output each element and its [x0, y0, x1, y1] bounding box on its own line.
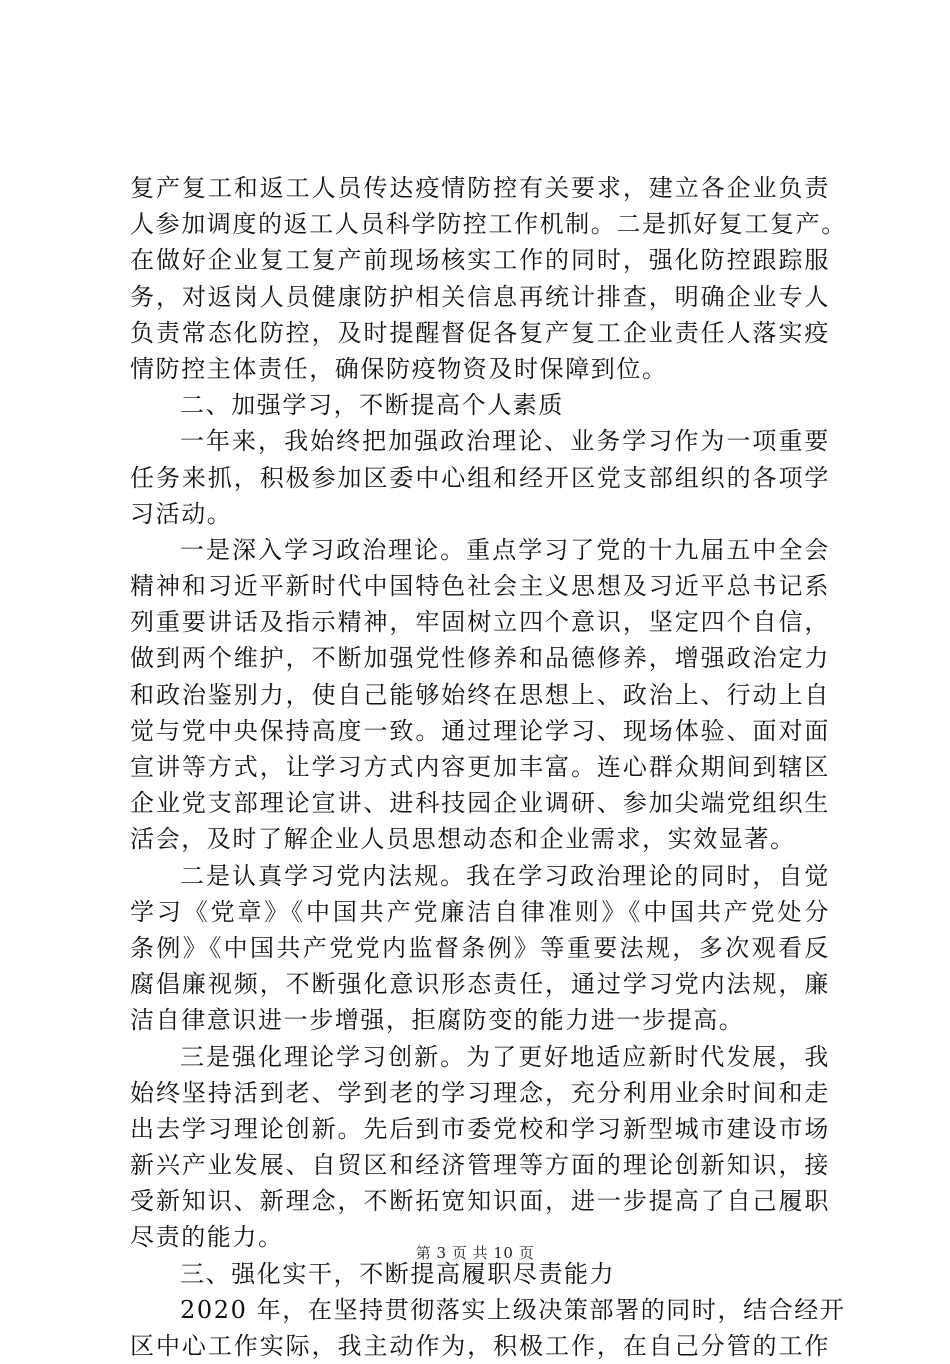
text-line: 宣讲等方式，让学习方式内容更加丰富。连心群众期间到辖区 [130, 753, 830, 781]
text-line: 和政治鉴别力，使自己能够始终在思想上、政治上、行动上自 [130, 680, 830, 709]
text-line: 觉与党中央保持高度一致。通过理论学习、现场体验、面对面 [130, 716, 830, 745]
text-line: 一是深入学习政治理论。重点学习了党的十九届五中全会 [180, 535, 830, 564]
text-line: 学习《党章》《中国共产党廉洁自律准则》《中国共产党处分 [130, 897, 830, 926]
text-line: 一年来，我始终把加强政治理论、业务学习作为一项重要 [180, 427, 830, 456]
text-line: 做到两个维护，不断加强党性修养和品德修养，增强政治定力 [130, 644, 830, 673]
text-line: 新兴产业发展、自贸区和经济管理等方面的理论创新知识，接 [130, 1151, 830, 1180]
text-line: 二是认真学习党内法规。我在学习政治理论的同时，自觉 [180, 861, 830, 890]
text-line: 情防控主体责任，确保防疫物资及时保障到位。 [130, 354, 668, 383]
text-line: 任务来抓，积极参加区委中心组和经开区党支部组织的各项学 [130, 463, 830, 492]
text-line: 出去学习理论创新。先后到市委党校和学习新型城市建设市场 [130, 1114, 830, 1143]
text-line: 洁自律意识进一步增强，拒腐防变的能力进一步提高。 [130, 1006, 745, 1035]
text-line: 2020 年，在坚持贯彻落实上级决策部署的同时，结合经开 [180, 1295, 846, 1324]
section-heading: 二、加强学习，不断提高个人素质 [180, 391, 564, 420]
text-line: 在做好企业复工复产前现场核实工作的同时，强化防控跟踪服 [130, 246, 830, 275]
text-line: 习活动。 [130, 499, 233, 528]
text-line: 列重要讲话及指示精神，牢固树立四个意识，坚定四个自信， [130, 608, 830, 637]
document-body [130, 170, 847, 1364]
text-line: 企业党支部理论宣讲、进科技园企业调研、参加尖端党组织生 [130, 789, 830, 818]
text-line: 活会，及时了解企业人员思想动态和企业需求，实效显著。 [130, 825, 796, 854]
text-line: 务，对返岗人员健康防护相关信息再统计排查，明确企业专人 [130, 282, 830, 311]
text-line: 人参加调度的返工人员科学防控工作机制。二是抓好复工复产。 [130, 210, 847, 239]
text-line: 精神和习近平新时代中国特色社会主义思想及习近平总书记系 [130, 572, 830, 601]
text-line: 区中心工作实际，我主动作为，积极工作，在自己分管的工作 [130, 1332, 830, 1360]
text-line: 尽责的能力。 [130, 1223, 284, 1252]
text-line: 受新知识、新理念，不断拓宽知识面，进一步提高了自己履职 [130, 1187, 830, 1216]
section-heading: 三、强化实干，不断提高履职尽责能力 [180, 1259, 616, 1288]
text-line: 三是强化理论学习创新。为了更好地适应新时代发展，我 [180, 1042, 830, 1071]
text-line: 负责常态化防控，及时提醒督促各复产复工企业责任人落实疫 [130, 318, 830, 347]
page-number-footer: 第 3 页 共 10 页 [415, 1244, 535, 1262]
text-line: 腐倡廉视频，不断强化意识形态责任，通过学习党内法规，廉 [130, 970, 830, 999]
text-line: 复产复工和返工人员传达疫情防控有关要求，建立各企业负责 [130, 174, 830, 202]
text-line: 条例》《中国共产党党内监督条例》等重要法规，多次观看反 [130, 933, 830, 962]
text-line: 始终坚持活到老、学到老的学习理念，充分利用业余时间和走 [130, 1078, 830, 1107]
